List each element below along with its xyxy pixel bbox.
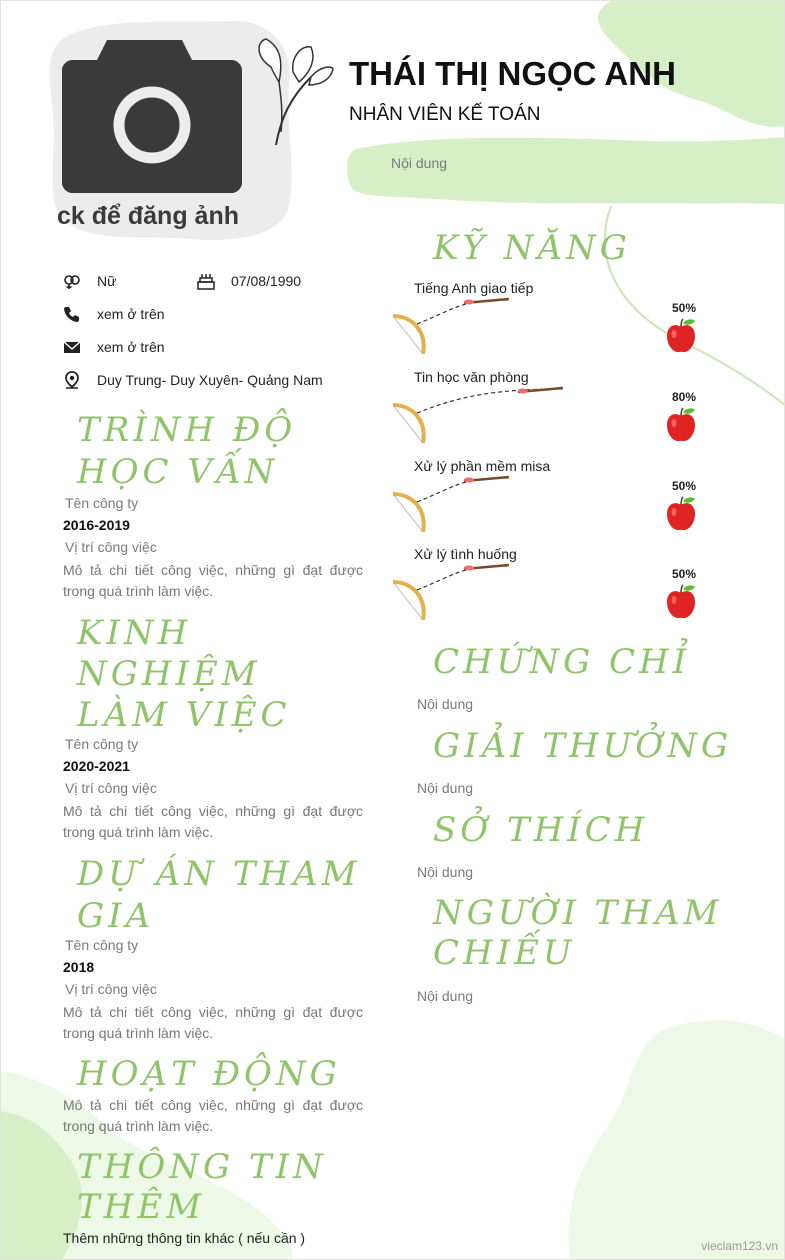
- arrow-fletching: [464, 478, 474, 483]
- bow-string: [393, 405, 423, 443]
- education-description: Mô tả chi tiết công việc, những gì đạt được trong quá trình làm việc.: [63, 562, 363, 599]
- apple-icon: [664, 406, 698, 444]
- education-period: 2016-2019: [63, 517, 130, 533]
- hobbies-content: Nội dung: [417, 864, 474, 880]
- job-title: NHÂN VIÊN KẾ TOÁN: [349, 104, 541, 125]
- skill-percent: 50%: [671, 479, 697, 493]
- decorative-blob-bottom-right: [561, 1011, 785, 1260]
- skill-level-trajectory: [417, 389, 563, 413]
- hobbies-heading: SỞ THÍCH: [433, 810, 649, 850]
- gender-value: Nữ: [97, 273, 117, 289]
- skill-level-trajectory: [417, 478, 509, 502]
- skill-name: Xử lý phần mềm misa: [414, 458, 551, 474]
- location-pin-icon: [63, 371, 81, 389]
- gender-row: [63, 271, 193, 291]
- skill-name: Tiếng Anh giao tiếp: [414, 280, 534, 296]
- activities-description: Mô tả chi tiết công việc, những gì đạt được trong quá trình làm việc.: [63, 1097, 363, 1134]
- apple-icon: [664, 583, 698, 621]
- experience-heading-line3: LÀM VIỆC: [77, 695, 291, 735]
- watermark: vieclam123.vn: [701, 1239, 778, 1253]
- experience-heading-line2: NGHIỆM: [77, 654, 261, 694]
- projects-heading-line2: GIA: [77, 896, 155, 936]
- experience-position: Vị trí công việc: [65, 780, 157, 796]
- skill-percent: 50%: [671, 567, 697, 581]
- phone-row: [63, 304, 343, 324]
- references-content: Nội dung: [417, 988, 474, 1004]
- references-heading: [433, 893, 722, 973]
- arrow-fletching: [464, 300, 474, 305]
- education-position: Vị trí công việc: [65, 539, 157, 555]
- address-row: [63, 370, 353, 390]
- education-company: Tên công ty: [65, 495, 139, 511]
- education-heading-line1: TRÌNH ĐỘ: [77, 410, 297, 450]
- email-row: [63, 337, 343, 357]
- skill-name: Tin học văn phòng: [414, 369, 529, 385]
- experience-heading: [77, 613, 291, 736]
- references-heading-line2: CHIẾU: [433, 933, 576, 973]
- skill-percent: 50%: [671, 301, 697, 315]
- skill-percent: 80%: [671, 390, 697, 404]
- experience-period: 2020-2021: [63, 758, 130, 774]
- phone-icon: [63, 305, 81, 323]
- photo-upload-hint: ck để đăng ảnh: [57, 202, 239, 230]
- bow-arrow-icon: [387, 383, 627, 443]
- arrow-fletching: [464, 566, 474, 571]
- awards-heading: GIẢI THƯỞNG: [433, 726, 733, 766]
- birthday-row: [197, 271, 357, 291]
- certificates-content: Nội dung: [417, 696, 474, 712]
- apple-icon: [664, 495, 698, 533]
- bow-string: [393, 494, 423, 532]
- projects-heading-line1: DỰ ÁN THAM: [77, 854, 361, 894]
- apple-icon: [664, 317, 698, 355]
- education-heading-line2: HỌC VẤN: [77, 452, 279, 492]
- more-info-heading-line2: THÊM: [77, 1187, 205, 1227]
- address-value: Duy Trung- Duy Xuyên- Quảng Nam: [97, 372, 323, 388]
- projects-period: 2018: [63, 959, 95, 975]
- experience-description: Mô tả chi tiết công việc, những gì đạt được trong quá trình làm việc.: [63, 803, 363, 840]
- skills-heading: KỸ NĂNG: [433, 228, 631, 268]
- candidate-name: THÁI THỊ NGỌC ANH: [349, 55, 676, 92]
- bow-string: [393, 582, 423, 620]
- more-info-text: Thêm những thông tin khác ( nếu cần ): [63, 1230, 306, 1246]
- leaf-sketch-icon: [241, 37, 336, 147]
- bow-string: [393, 316, 423, 354]
- bow-arrow-icon: [387, 560, 627, 620]
- gender-icon: [63, 272, 81, 290]
- bow-arrow-icon: [387, 294, 627, 354]
- bow-arrow-icon: [387, 472, 627, 532]
- skill-level-trajectory: [417, 566, 509, 590]
- projects-company: Tên công ty: [65, 937, 139, 953]
- more-info-heading-line1: THÔNG TIN: [77, 1147, 327, 1187]
- certificates-heading: CHỨNG CHỈ: [433, 642, 691, 682]
- camera-icon: [62, 35, 242, 195]
- awards-content: Nội dung: [417, 780, 474, 796]
- more-info-heading: [77, 1147, 327, 1227]
- projects-position: Vị trí công việc: [65, 981, 157, 997]
- experience-heading-line1: KINH: [77, 613, 192, 653]
- birthday-cake-icon: [197, 272, 215, 290]
- education-heading: [77, 409, 296, 493]
- activities-heading: HOẠT ĐỘNG: [77, 1054, 341, 1094]
- profile-summary: Nội dung: [391, 155, 448, 171]
- references-heading-line1: NGƯỜI THAM: [433, 893, 723, 933]
- phone-value: xem ở trên: [97, 306, 165, 322]
- birthday-value: 07/08/1990: [231, 273, 302, 289]
- projects-description: Mô tả chi tiết công việc, những gì đạt được trong quá trình làm việc.: [63, 1004, 363, 1041]
- envelope-icon: [63, 338, 81, 356]
- email-value: xem ở trên: [97, 339, 165, 355]
- experience-company: Tên công ty: [65, 736, 139, 752]
- arrow-fletching: [518, 389, 528, 394]
- skill-level-trajectory: [417, 300, 509, 324]
- projects-heading: [77, 853, 361, 937]
- skill-name: Xử lý tình huống: [414, 546, 517, 562]
